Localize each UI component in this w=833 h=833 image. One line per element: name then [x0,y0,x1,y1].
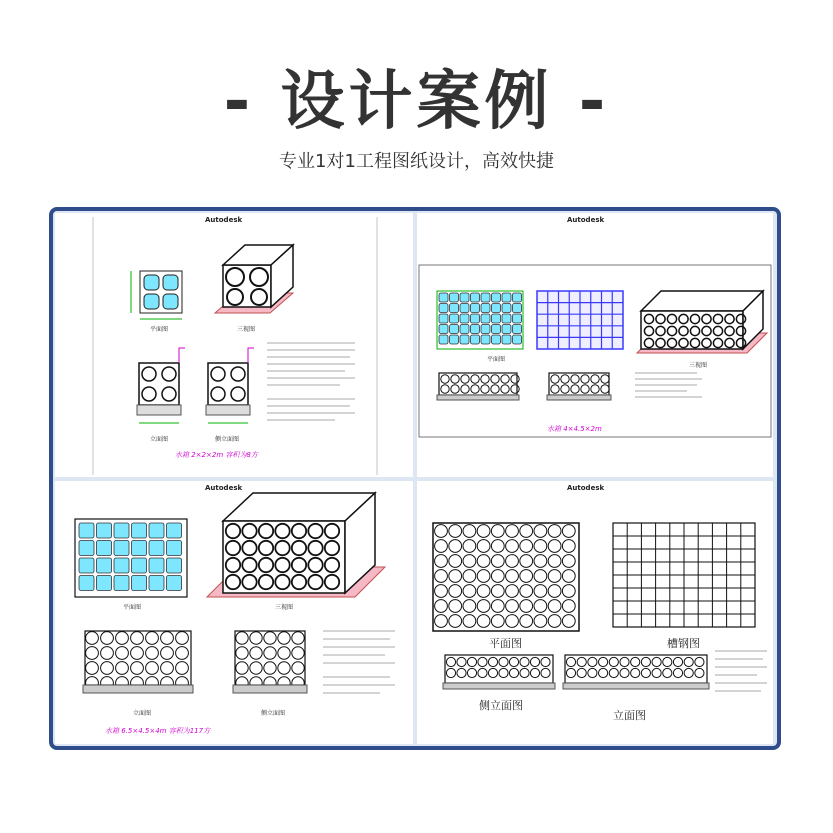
drawing-panel-1 [55,213,413,477]
page-subtitle: 专业1对1工程图纸设计，高效快捷 [279,151,554,172]
plan-view-label: 平面图 [150,326,169,333]
plan-view-label: 平面图 [123,604,142,611]
side-view-label: 侧立面图 [215,436,240,443]
autodesk-brand: Autodesk [205,484,243,492]
front-view-label: 立面图 [150,436,169,443]
drawing-3-canvas [55,481,413,744]
autodesk-brand: Autodesk [567,484,605,492]
autodesk-brand: Autodesk [205,216,243,224]
drawing-4-canvas [417,481,773,744]
channel-steel-label: 槽钢图 [667,637,700,650]
drawing-panel-3 [55,481,413,744]
drawing-panel-4 [417,481,773,744]
side-view-label: 侧立面图 [479,699,523,712]
drawing-2-canvas [417,213,773,477]
plan-view-label: 平面图 [487,356,506,363]
page-title: - 设计案例 - [223,65,610,139]
tank-spec-note: 水箱 2×2×2m 容积为8方 [175,451,258,459]
three-view-label: 三视图 [689,362,708,369]
three-view-label: 三视图 [275,604,294,611]
drawing-panel-2 [417,213,773,477]
autodesk-brand: Autodesk [567,216,605,224]
front-view-label: 立面图 [613,709,646,722]
front-view-label: 立面图 [133,710,152,717]
side-view-label: 侧立面图 [261,710,286,717]
tank-spec-note: 水箱 6.5×4.5×4m 容积为117方 [105,727,211,735]
drawing-gallery [49,207,781,750]
tank-spec-note: 水箱 4×4.5×2m [547,425,602,433]
drawing-1-canvas [55,213,413,477]
three-view-label: 三视图 [237,326,256,333]
plan-view-label: 平面图 [489,637,522,650]
